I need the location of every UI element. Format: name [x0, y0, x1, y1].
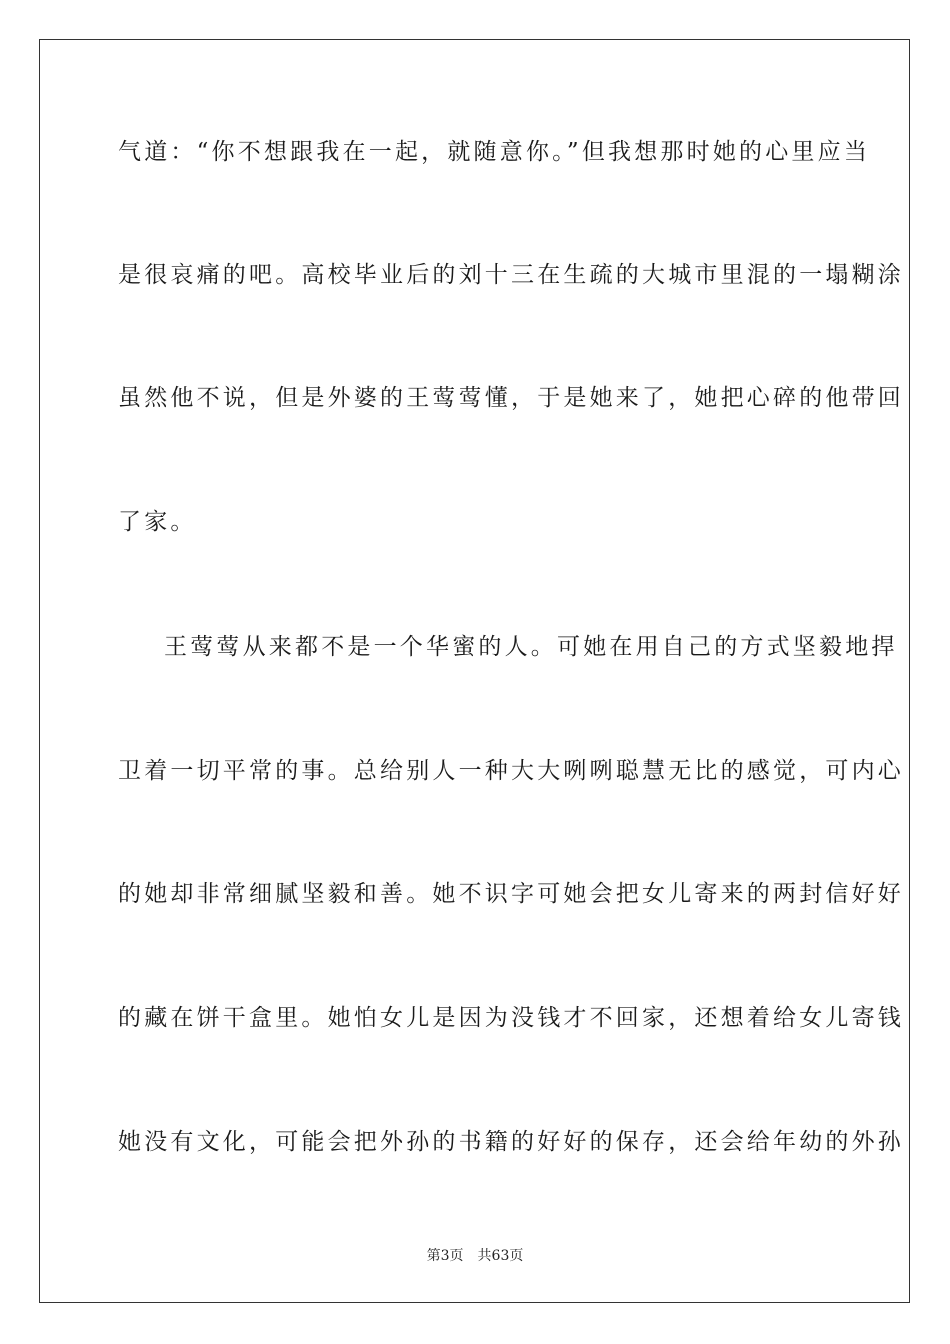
text-line: 她没有文化，可能会把外孙的书籍的好好的保存，还会给年幼的外孙 [118, 1129, 904, 1155]
text-line: 是很哀痛的吧。高校毕业后的刘十三在生疏的大城市里混的一塌糊涂 [118, 262, 904, 288]
text-line: 虽然他不说，但是外婆的王莺莺懂，于是她来了，她把心碎的他带回 [118, 385, 904, 411]
text-line: 的她却非常细腻坚毅和善。她不识字可她会把女儿寄来的两封信好好 [118, 881, 904, 907]
text-line: 卫着一切平常的事。总给别人一种大大咧咧聪慧无比的感觉，可内心 [118, 758, 904, 784]
page-footer [0, 1247, 950, 1265]
page-number: 第3页 [426, 1248, 464, 1264]
text-line: 的藏在饼干盒里。她怕女儿是因为没钱才不回家，还想着给女儿寄钱 [118, 1005, 904, 1031]
text-line: 了家。 [118, 509, 197, 535]
text-line: 气道：“你不想跟我在一起，就随意你。”但我想那时她的心里应当 [118, 139, 871, 165]
paragraph-first-line: 王莺莺从来都不是一个华蜜的人。可她在用自己的方式坚毅地捍 [164, 634, 898, 660]
total-pages: 共63页 [477, 1248, 524, 1264]
page-border [39, 39, 910, 1303]
